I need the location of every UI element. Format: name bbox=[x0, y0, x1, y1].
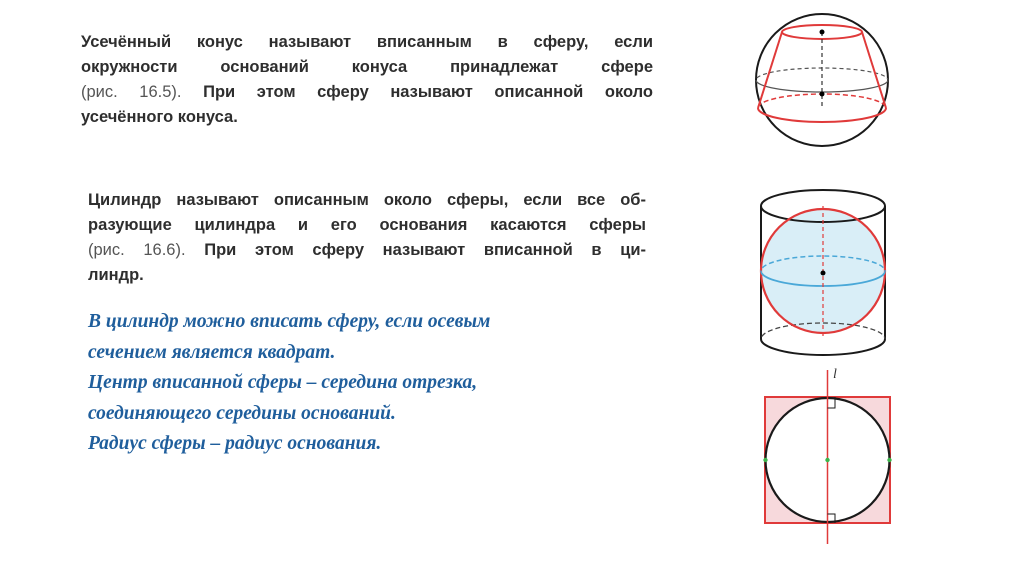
blue-line-3: Центр вписанной сферы – середина отрезка, bbox=[88, 372, 478, 393]
text-segment: (рис. 16.5). bbox=[81, 83, 204, 101]
text-segment: При этом сферу называют описанной около bbox=[203, 83, 653, 101]
paragraph2-line bbox=[88, 188, 646, 213]
paragraph1-line bbox=[81, 30, 653, 55]
text-segment: усечённого конуса. bbox=[81, 108, 238, 126]
paragraph-inscribed-frustum bbox=[81, 30, 653, 130]
blue-line-5: Радиус сферы – радиус основания. bbox=[88, 433, 382, 454]
blue-line-4: соединяющего середины оснований. bbox=[88, 402, 396, 424]
circle-center-point bbox=[825, 458, 829, 462]
text-segment: (рис. 16.6). bbox=[88, 241, 205, 259]
text-segment: окружности оснований конуса принадлежат сфере bbox=[81, 58, 653, 76]
figure-frustum-in-sphere bbox=[748, 10, 898, 150]
tangent-point-left bbox=[763, 458, 767, 462]
top-center-point bbox=[820, 30, 825, 35]
text-segment: Цилиндр называют описанным около сферы, если все об- bbox=[88, 191, 646, 209]
text-segment: При этом сферу называют вписанной в ци- bbox=[204, 241, 646, 259]
sphere-center-point bbox=[820, 92, 825, 97]
text-segment: Усечённый конус называют вписанным в сферу, если bbox=[81, 33, 653, 51]
paragraph2-line bbox=[88, 238, 646, 263]
paragraph2-line bbox=[88, 213, 646, 238]
paragraph1-line bbox=[81, 80, 653, 105]
paragraph1-line bbox=[81, 55, 653, 80]
paragraph-circumscribed-cylinder bbox=[88, 188, 646, 288]
figure-sphere-in-cylinder bbox=[757, 185, 892, 357]
paragraph2-line bbox=[88, 263, 646, 288]
sphere-center-point bbox=[821, 271, 826, 276]
text-segment: разующие цилиндра и его основания касаются сферы bbox=[88, 216, 646, 234]
figure-axial-section bbox=[756, 364, 901, 546]
axis-label-l: l bbox=[833, 367, 837, 382]
tangent-point-right bbox=[887, 458, 891, 462]
text-segment: линдр. bbox=[88, 266, 144, 284]
paragraph1-line bbox=[81, 105, 653, 130]
blue-summary-text bbox=[88, 307, 490, 460]
blue-line-1: В цилиндр можно вписать сферу, если осевым bbox=[88, 311, 491, 332]
blue-line-2: сечением является квадрат. bbox=[88, 341, 336, 363]
